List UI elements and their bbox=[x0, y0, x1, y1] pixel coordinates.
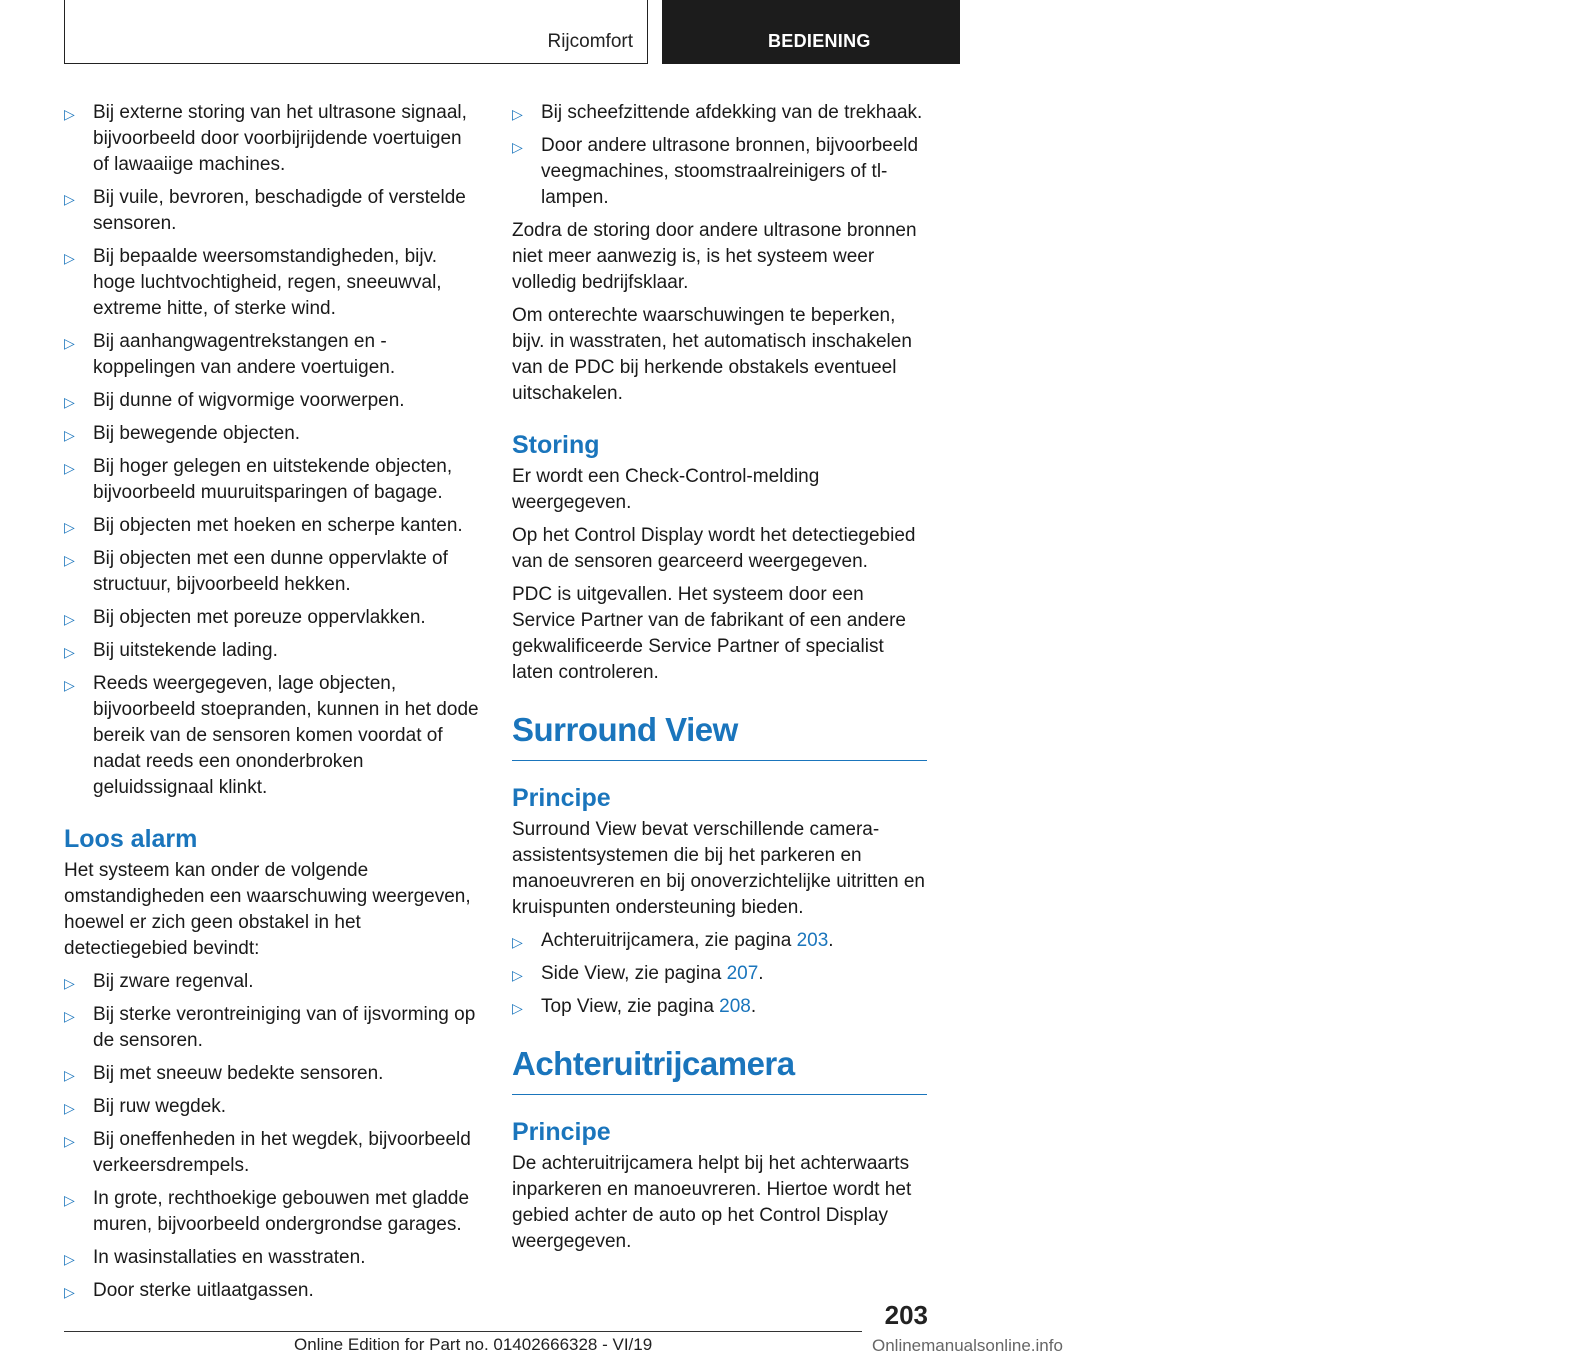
heading-storing: Storing bbox=[512, 431, 600, 459]
header-chapter-title: BEDIENING bbox=[768, 31, 871, 51]
triangle-right-icon: ▷ bbox=[64, 335, 75, 351]
list-item: ▷ Bij oneffenheden in het wegdek, bijvoorbeeld verkeersdrempels. bbox=[64, 1129, 471, 1176]
list-item: ▷ Bij ruw wegdek. bbox=[64, 1094, 479, 1120]
title-achteruitrijcamera: Achteruitrijcamera bbox=[512, 1044, 927, 1095]
list-item: ▷ Bij bepaalde weersomstandigheden, bijv. hoge luchtvochtigheid, regen, sneeuwval, extreme hitte, of sterke wind. bbox=[64, 246, 442, 319]
triangle-right-icon: ▷ bbox=[64, 1133, 75, 1149]
pointing-hand-icon bbox=[1558, 28, 1584, 54]
triangle-right-icon: ▷ bbox=[64, 394, 75, 410]
footer-edition: Online Edition for Part no. 01402666328 - VI/19 bbox=[294, 1335, 653, 1354]
triangle-right-icon: ▷ bbox=[64, 460, 75, 476]
triangle-right-icon: ▷ bbox=[64, 644, 75, 660]
list-item: ▷ Bij dunne of wigvormige voorwerpen. bbox=[64, 388, 479, 414]
triangle-right-icon: ▷ bbox=[512, 139, 523, 155]
paragraph: Om onterechte waarschuwingen te beperken, bijv. in wasstraten, het automatisch inschakelen van de PDC bij herkende obstakels eventueel uitschakelen. bbox=[512, 305, 912, 404]
triangle-right-icon: ▷ bbox=[64, 975, 75, 991]
page-number: 203 bbox=[884, 1300, 928, 1330]
triangle-right-icon: ▷ bbox=[64, 611, 75, 627]
right-column bbox=[512, 100, 927, 1262]
list-item: ▷ In grote, rechthoekige gebouwen met gladde muren, bijvoorbeeld ondergrondse garages. bbox=[64, 1188, 470, 1235]
triangle-right-icon: ▷ bbox=[512, 106, 523, 122]
list-item: ▷ Bij objecten met een dunne oppervlakte of structuur, bijvoorbeeld hekken. bbox=[64, 548, 448, 595]
list-item: ▷ Bij scheefzittende afdekking van de trekhaak. bbox=[512, 100, 927, 126]
interference-list bbox=[64, 100, 479, 801]
paragraph: De achteruitrijcamera helpt bij het achterwaarts inparkeren en manoeuvreren. Hiertoe wordt het gebied achter de auto op het Control Display weergegeven. bbox=[512, 1153, 912, 1252]
triangle-right-icon: ▷ bbox=[64, 427, 75, 443]
false-alarm-list bbox=[64, 969, 479, 1304]
list-item: ▷ Side View, zie pagina 207. bbox=[512, 961, 927, 987]
list-item: ▷ Reeds weergegeven, lage objecten, bijvoorbeeld stoepranden, kunnen in het dode bereik van de sensoren komen voordat of nadat reeds een ononderbroken geluidssignaal klinkt. bbox=[64, 673, 479, 798]
list-item: ▷ Door andere ultrasone bronnen, bijvoorbeeld veegmachines, stoomstraalreinigers of tl-lampen. bbox=[512, 135, 919, 208]
list-item: ▷ Bij vuile, bevroren, beschadigde of verstelde sensoren. bbox=[64, 187, 466, 234]
triangle-right-icon: ▷ bbox=[64, 250, 75, 266]
list-item: ▷ Bij externe storing van het ultrasone signaal, bijvoorbeeld door voorbijrijdende voertuigen of lawaaiige machines. bbox=[64, 102, 467, 175]
paragraph-loos-alarm: Het systeem kan onder de volgende omstandigheden een waarschuwing weergeven, hoewel er zich geen obstakel in het detectiegebied bevindt: bbox=[64, 860, 471, 959]
heading-loos-alarm: Loos alarm bbox=[64, 825, 198, 853]
list-item: ▷ Bij uitstekende lading. bbox=[64, 638, 479, 664]
triangle-right-icon: ▷ bbox=[64, 106, 75, 122]
triangle-right-icon: ▷ bbox=[64, 1284, 75, 1300]
triangle-right-icon: ▷ bbox=[64, 519, 75, 535]
triangle-right-icon: ▷ bbox=[64, 1192, 75, 1208]
list-item: ▷ Bij objecten met poreuze oppervlakken. bbox=[64, 605, 479, 631]
triangle-right-icon: ▷ bbox=[512, 967, 523, 983]
paragraph: Zodra de storing door andere ultrasone bronnen niet meer aanwezig is, is het systeem weer volledig bedrijfsklaar. bbox=[512, 220, 917, 293]
page-link[interactable]: 207 bbox=[726, 963, 759, 984]
header-chapter-box bbox=[662, 0, 960, 64]
triangle-right-icon: ▷ bbox=[64, 1067, 75, 1083]
triangle-right-icon: ▷ bbox=[64, 677, 75, 693]
heading-principe: Principe bbox=[512, 1118, 611, 1146]
list-item: ▷ Top View, zie pagina 208. bbox=[512, 994, 927, 1020]
list-item: ▷ Bij aanhangwagentrekstangen en -koppelingen van andere voertuigen. bbox=[64, 331, 396, 378]
list-item: ▷ Bij met sneeuw bedekte sensoren. bbox=[64, 1061, 479, 1087]
triangle-right-icon: ▷ bbox=[64, 1100, 75, 1116]
triangle-right-icon: ▷ bbox=[512, 1000, 523, 1016]
paragraph: PDC is uitgevallen. Het systeem door een Service Partner van de fabrikant of een andere gekwalificeerde Service Partner of specialist laten controleren. bbox=[512, 584, 906, 683]
list-item: ▷ Bij objecten met hoeken en scherpe kanten. bbox=[64, 513, 479, 539]
header-section-box bbox=[64, 0, 648, 64]
list-item: ▷ In wasinstallaties en wasstraten. bbox=[64, 1245, 479, 1271]
triangle-right-icon: ▷ bbox=[64, 191, 75, 207]
triangle-right-icon: ▷ bbox=[64, 1251, 75, 1267]
header-section-title: Rijcomfort bbox=[547, 31, 633, 52]
list-item: ▷ Bij hoger gelegen en uitstekende objecten, bijvoorbeeld muuruitsparingen of bagage. bbox=[64, 456, 453, 503]
surround-list bbox=[512, 928, 927, 1020]
paragraph: Op het Control Display wordt het detectiegebied van de sensoren gearceerd weergegeven. bbox=[512, 525, 916, 572]
list-item: ▷ Bij sterke verontreiniging van of ijsvorming op de sensoren. bbox=[64, 1004, 476, 1051]
list-item: ▷ Achteruitrijcamera, zie pagina 203. bbox=[512, 928, 927, 954]
left-column bbox=[64, 100, 479, 1311]
triangle-right-icon: ▷ bbox=[64, 1008, 75, 1024]
list-item: ▷ Door sterke uitlaatgassen. bbox=[64, 1278, 479, 1304]
page-link[interactable]: 203 bbox=[796, 930, 829, 951]
list-item: ▷ Bij bewegende objecten. bbox=[64, 421, 479, 447]
list-item: ▷ Bij zware regenval. bbox=[64, 969, 479, 995]
watermark: Onlinemanualsonline.info bbox=[872, 1336, 1063, 1355]
title-surround-view: Surround View bbox=[512, 710, 927, 761]
triangle-right-icon: ▷ bbox=[512, 934, 523, 950]
triangle-right-icon: ▷ bbox=[64, 552, 75, 568]
heading-principe: Principe bbox=[512, 784, 611, 812]
footer-divider bbox=[64, 1331, 862, 1332]
page-link[interactable]: 208 bbox=[719, 996, 751, 1017]
interference-list-continued bbox=[512, 100, 927, 211]
paragraph: Surround View bevat verschillende camera-assistentsystemen die bij het parkeren en manoeuvreren en bij onoverzichtelijke uitritten en kruispunten ondersteuning bieden. bbox=[512, 819, 925, 918]
paragraph: Er wordt een Check-Control-melding weergegeven. bbox=[512, 466, 820, 513]
